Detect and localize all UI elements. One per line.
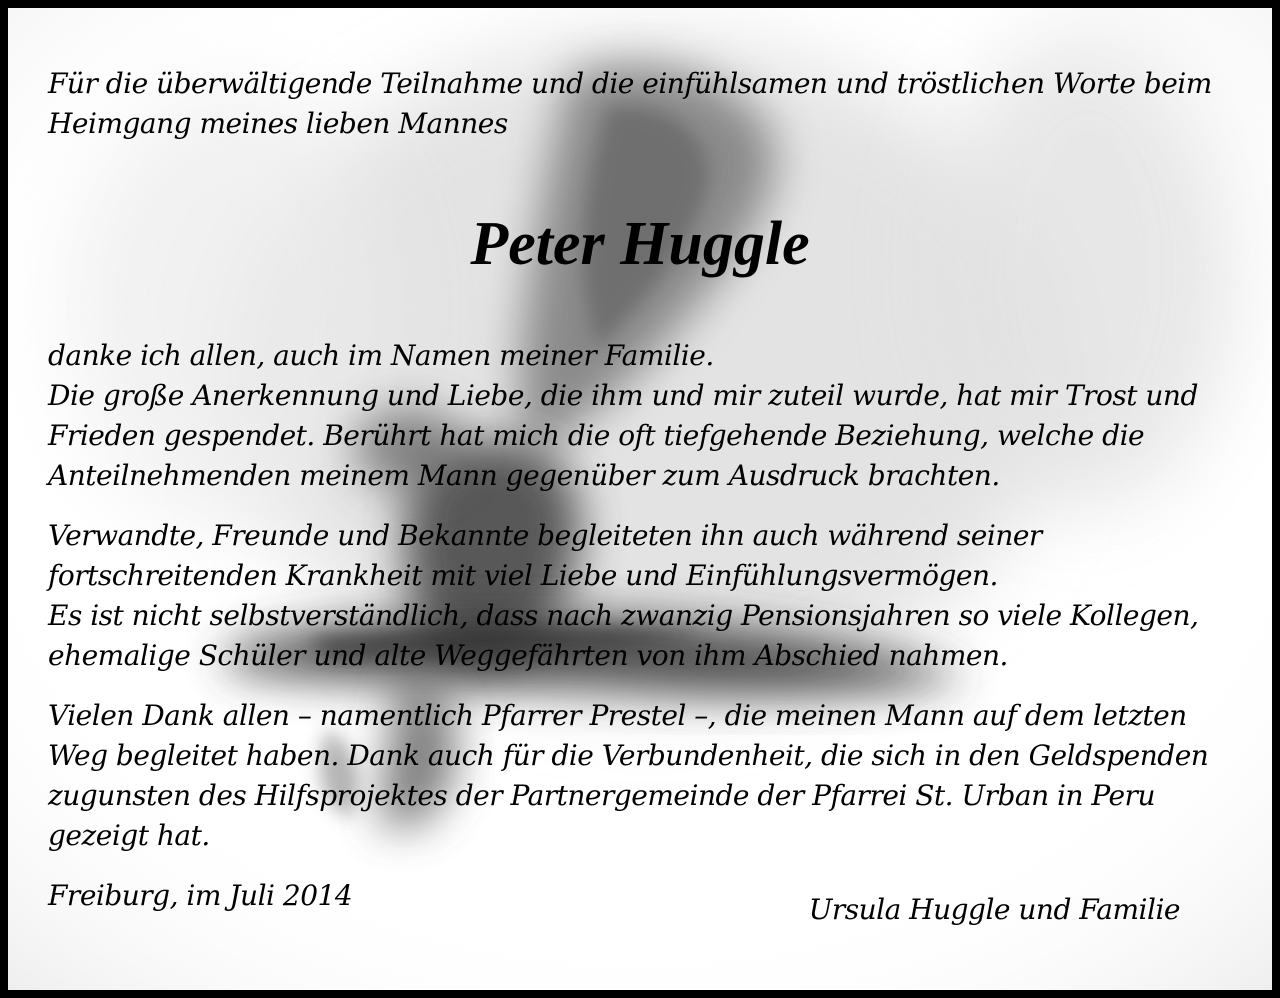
text-line: Vielen Dank allen – namentlich Pfarrer Prestel –, die meinen Mann auf dem letzten — [48, 699, 1187, 732]
text-line: Frieden gespendet. Berührt hat mich die oft tiefgehende Beziehung, welche die — [48, 419, 1145, 452]
deceased-name: Peter Huggle — [470, 210, 810, 278]
text-line: Für die überwältigende Teilnahme und die einfühlsamen und tröstlichen Worte beim — [48, 67, 1212, 100]
text-line: Es ist nicht selbstverständlich, dass nach zwanzig Pensionsjahren so viele Kollegen, — [48, 599, 1199, 632]
text-line: danke ich allen, auch im Namen meiner Familie. — [48, 339, 714, 372]
paragraph-donations — [48, 696, 1208, 856]
place-date: Freiburg, im Juli 2014 — [48, 879, 353, 912]
text-line: Verwandte, Freunde und Bekannte begleiteten ihn auch während seiner — [48, 519, 1042, 552]
paragraph-spacer — [48, 856, 1208, 876]
text-line: ehemalige Schüler und alte Weggefährten von ihm Abschied nahmen. — [48, 639, 1008, 672]
text-line: Anteilnehmenden meinem Mann gegenüber zum Ausdruck brachten. — [48, 459, 1000, 492]
text-line: fortschreitenden Krankheit mit viel Liebe und Einfühlungsvermögen. — [48, 559, 998, 592]
text-line: Weg begleitet haben. Dank auch für die Verbundenheit, die sich in den Geldspenden — [48, 739, 1209, 772]
paragraph-spacer — [48, 676, 1208, 696]
text-line: zugunsten des Hilfsprojektes der Partnergemeinde der Pfarrei St. Urban in Peru — [48, 779, 1155, 812]
text-line: Heimgang meines lieben Mannes — [48, 107, 508, 140]
paragraph-thanks — [48, 336, 1208, 496]
text-line: gezeigt hat. — [48, 819, 210, 852]
text-line: Die große Anerkennung und Liebe, die ihm und mir zuteil wurde, hat mir Trost und — [48, 379, 1198, 412]
signature: Ursula Huggle und Familie — [808, 893, 1180, 926]
intro-paragraph — [48, 64, 1212, 144]
paragraph-spacer — [48, 496, 1208, 516]
paragraph-relatives — [48, 516, 1208, 676]
notice-text — [48, 64, 1212, 916]
